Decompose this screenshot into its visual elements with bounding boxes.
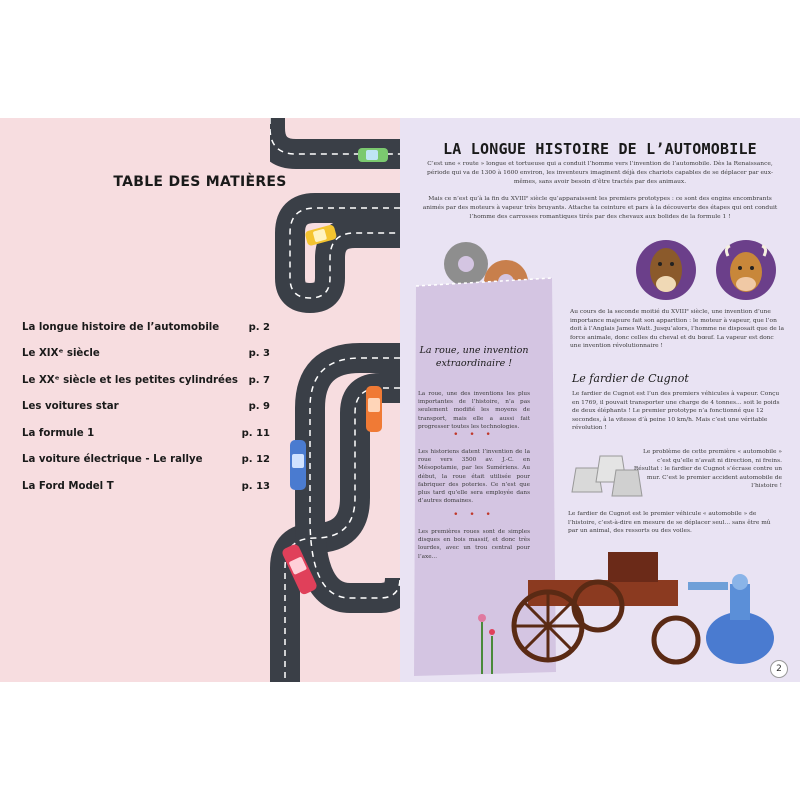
toc-entry-page: p. 11 (241, 427, 270, 439)
road-segment-upper (290, 208, 400, 298)
card-separator: • • • (453, 510, 495, 520)
left-page (0, 118, 400, 682)
card-paragraph: La roue, une des inventions les plus importantes de l’histoire, n’a pas seulement modifié les moyens de transport, mais elle a aussi fait progresser toutes les technologies. (418, 391, 530, 430)
card-separator: • • • (453, 430, 495, 440)
car-icon (358, 148, 388, 162)
toc-entry-page: p. 12 (241, 454, 270, 466)
toc-entry-label: La voiture électrique - Le rallye (22, 454, 203, 466)
toc-list (22, 314, 270, 500)
animals-illustration (634, 234, 784, 304)
car-icon (366, 386, 382, 432)
intro-paragraph: Mais ce n’est qu’à la fin du XVIIIᵉ siècle qu’apparaissent les premiers prototypes : ce sont des engins encombrants animés par des moteurs à vapeur très bruyants. Attache ta ceinture et pars à la découverte des étapes qui ont conduit l’homme des carrosses romantiques tirés par des chevaux aux bolides de la formule 1 ! (422, 196, 778, 220)
toc-entry-label: La formule 1 (22, 427, 95, 439)
book-spread (0, 118, 800, 682)
toc-entry[interactable] (22, 314, 270, 341)
toc-entry[interactable] (22, 473, 270, 500)
card-title: La roue, une invention extraordinaire ! (419, 345, 529, 369)
toc-entry-page: p. 9 (248, 401, 270, 413)
toc-entry[interactable] (22, 447, 270, 474)
toc-entry-page: p. 3 (248, 348, 270, 360)
cugnot-paragraph: Le fardier de Cugnot est l’un des premiers véhicules à vapeur. Conçu en 1769, il pouvait transporter une charge de 4 tonnes... soit le poids de deux éléphants ! Le premier prototype n’a fonctionné que 12 secondes, à la vitesse d’à peine 10 km/h. Mais c’est une véritable révolution ! (572, 391, 780, 431)
toc-entry-page: p. 7 (248, 374, 270, 386)
car-icon (290, 440, 306, 490)
article-intro (418, 160, 782, 230)
cugnot-title: Le fardier de Cugnot (572, 372, 689, 385)
toc-entry-label: Le XIXᵉ siècle (22, 348, 100, 360)
toc-title: TABLE DES MATIÈRES (113, 174, 287, 190)
page-number: 2 (770, 660, 788, 678)
cugnot-fardier-illustration (468, 544, 780, 674)
article-title: LA LONGUE HISTOIRE DE L’AUTOMOBILE (443, 140, 757, 158)
toc-entry[interactable] (22, 394, 270, 421)
toc-entry-label: La longue histoire de l’automobile (22, 321, 220, 333)
road-illustration (270, 118, 400, 682)
cugnot-paragraph: Le problème de cette première « automobile » c’est qu’elle n’avait ni direction, ni freins. Résultat : le fardier de Cugnot s’écrase contre un mur. C’est le premier accident automobile de l’histoire ! (633, 449, 782, 489)
toc-entry-label: Les voitures star (22, 401, 119, 413)
intro-paragraph: C’est une « route » longue et tortueuse qui a conduit l’homme vers l’invention de l’automobile. Dès la Renaissance, période qui va de 1300 à 1600 environ, les inventeurs imaginent déjà des chariots capables de se déplacer par eux-mêmes, sans avoir besoin d’être tractés par des animaux. (427, 161, 773, 185)
ox-icon (716, 240, 776, 300)
toc-entry[interactable] (22, 341, 270, 368)
steam-engine-icon (688, 574, 774, 664)
toc-entry[interactable] (22, 367, 270, 394)
toc-entry-page: p. 2 (248, 321, 270, 333)
card-paragraph: Les historiens datent l’invention de la roue vers 3500 av. J.-C. en Mésopotamie, par les Sumériens. Au début, la roue était utilisée pour fabriquer des poteries. Ce n’est que plus tard qu’elle sera employée dans d’autres domaines. (418, 449, 530, 505)
card-paragraph: Les premières roues sont de simples disques en bois massif, et donc très lourdes, avec un trou central pour l’axe... (418, 529, 530, 560)
horse-icon (636, 240, 696, 300)
toc-entry-label: La Ford Model T (22, 480, 114, 492)
toc-entry-label: Le XXᵉ siècle et les petites cylindrées (22, 374, 238, 386)
toc-entry[interactable] (22, 420, 270, 447)
steam-engine-paragraph: Au cours de la seconde moitié du XVIIIᵉ siècle, une invention d’une importance majeure fait son apparition : le moteur à vapeur, que l’on doit à l’Anglais James Watt. Jusqu’alors, l’homme ne disposait que de la force animale, donc celles du cheval et du bœuf. La vapeur est donc une invention révolutionnaire ! (570, 309, 784, 349)
right-page (400, 118, 800, 682)
flower-icon (478, 614, 495, 674)
cugnot-paragraph: Le fardier de Cugnot est le premier véhicule « automobile » de l’histoire, c’est-à-dire en mesure de se déplacer seul... sans être mû par un animal, des ressorts ou des voiles. (568, 511, 771, 534)
toc-entry-page: p. 13 (241, 480, 270, 492)
